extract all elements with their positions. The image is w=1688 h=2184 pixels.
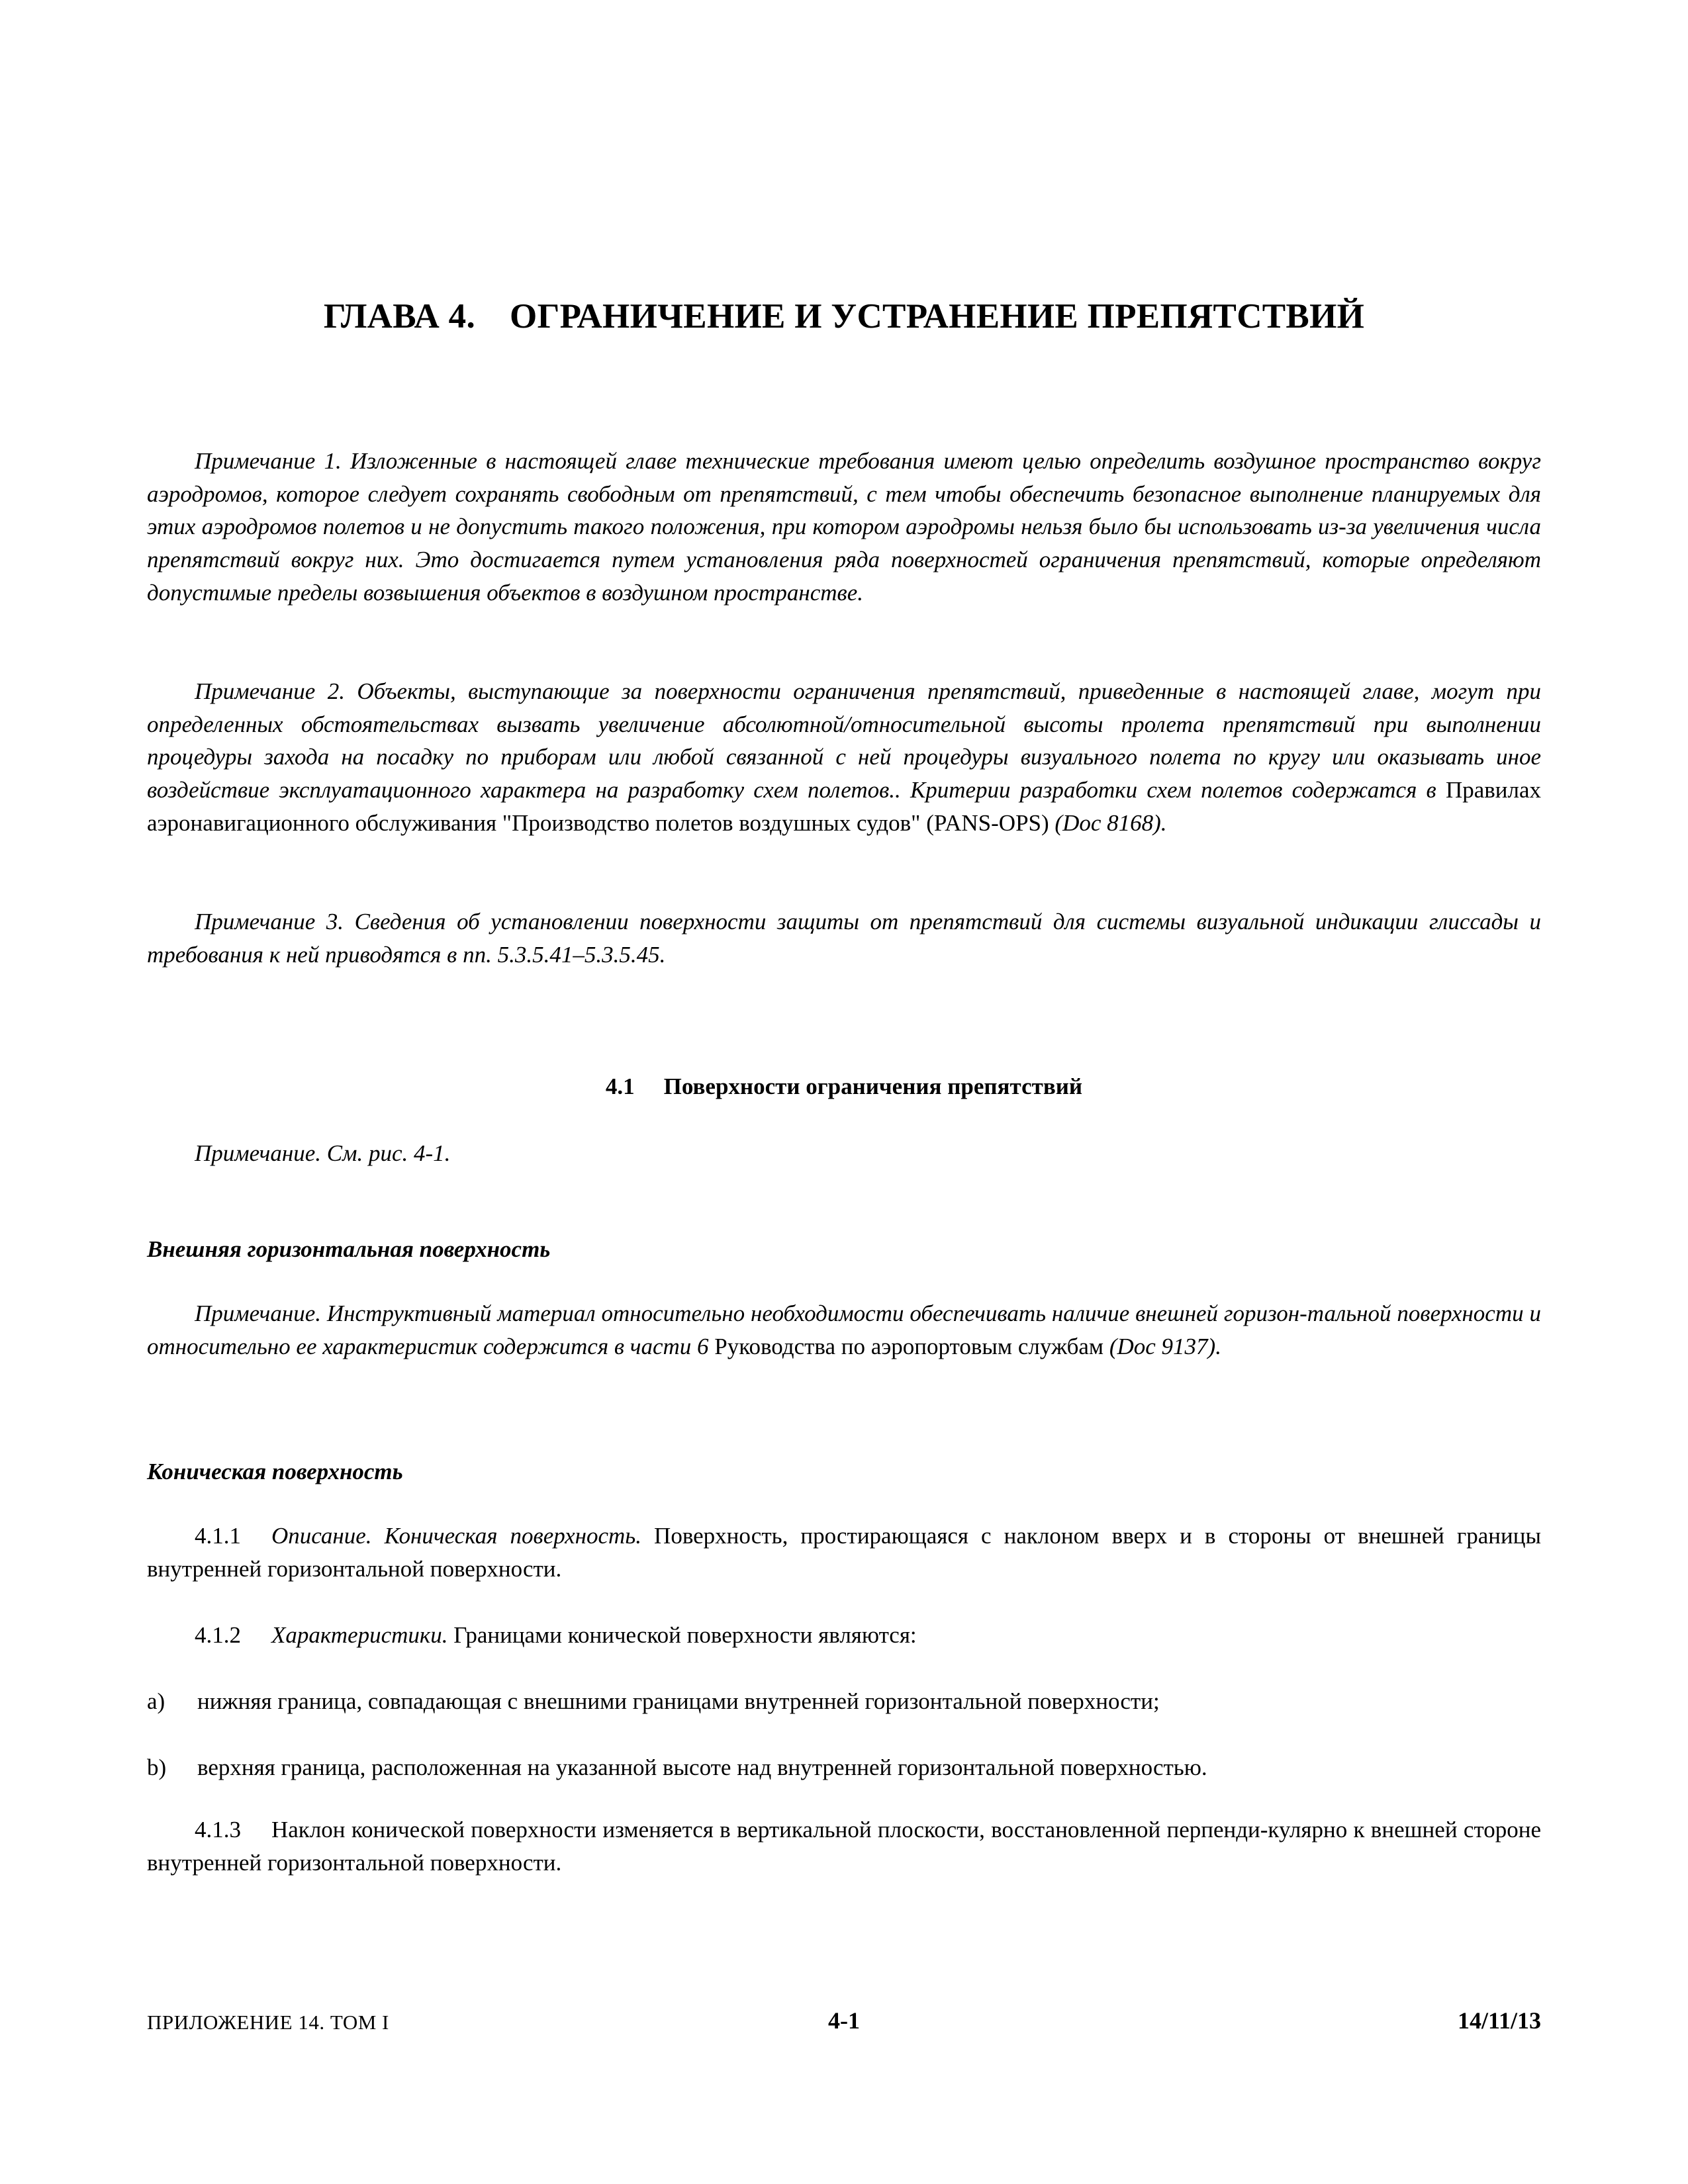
- note-2-text: Примечание 2. Объекты, выступающие за поверхности ограничения препятствий, приведенные в настоящей главе, могут при определенных обстоятельствах вызвать увеличение абсолютной/относительной высоты пролета препятствий при выполнении процедуры захода на посадку по приборам или любой связанной с ней процедуры визуального полета по кругу или оказывать иное воздействие эксплуатационного характера на разработку схем полетов.. Критерии разработки схем полетов содержатся в: [147, 678, 1541, 803]
- list-marker: b): [147, 1754, 167, 1780]
- paragraph-number: 4.1.1: [195, 1523, 241, 1549]
- list-item-text: нижняя граница, совпадающая с внешними границами внутренней горизонтальной поверхности;: [197, 1688, 1160, 1714]
- note-1: [147, 445, 1541, 610]
- list-item-text: верхняя граница, расположенная на указанной высоте над внутренней горизонтальной поверхностью.: [197, 1754, 1207, 1780]
- note-1-text: Примечание 1. Изложенные в настоящей главе технические требования имеют целью определить воздушное пространство вокруг аэродромов, которое следует сохранять свободным от препятствий, с тем чтобы обеспечить безопасное выполнение планируемых для этих аэродромов полетов и не допустить такого положения, при котором аэродромы нельзя было бы использовать из-за увеличения числа препятствий вокруг них. Это достигается путем установления ряда поверхностей ограничения препятствий, которые определяют допустимые пределы возвышения объектов в воздушном пространстве.: [147, 448, 1541, 606]
- section-note: [147, 1137, 1541, 1170]
- footer-page-number: 4-1: [828, 2007, 860, 2034]
- footer-date: 14/11/13: [1457, 2007, 1541, 2034]
- chapter-title: [147, 296, 1541, 336]
- paragraph-text: Границами конической поверхности являются:: [453, 1622, 917, 1648]
- paragraph-number: 4.1.2: [195, 1622, 241, 1648]
- note-2-doc-ref: (Doc 8168).: [1055, 809, 1167, 836]
- conical-heading: Коническая поверхность: [147, 1459, 403, 1484]
- note-2-doc-title: Правилах аэронавигационного обслуживания "Производство полетов воздушных судов" (PANS-OPS): [147, 777, 1542, 836]
- section-heading: [147, 1073, 1541, 1100]
- footer-document: ПРИЛОЖЕНИЕ 14. ТОМ I: [147, 2011, 389, 2034]
- section-number: 4.1: [605, 1073, 635, 1099]
- note-3-text: Примечание 3. Сведения об установлении поверхности защиты от препятствий для системы визуальной индикации глиссады и требования к ней приводятся в пп. 5.3.5.41–5.3.5.45.: [147, 909, 1541, 968]
- paragraph-4-1-1: [147, 1520, 1541, 1585]
- outer-horizontal-note: [147, 1297, 1541, 1363]
- chapter-name: ОГРАНИЧЕНИЕ И УСТРАНЕНИЕ ПРЕПЯТСТВИЙ: [510, 297, 1365, 336]
- paragraph-label: Описание. Коническая поверхность.: [271, 1523, 641, 1549]
- paragraph-4-1-2: [147, 1619, 1541, 1652]
- note-3: [147, 905, 1541, 971]
- paragraph-text: Поверхность, простирающаяся с наклоном вверх и в стороны от внешней границы внутренней горизонтальной поверхности.: [147, 1523, 1541, 1582]
- list-item-a: [147, 1685, 1541, 1718]
- section-title: Поверхности ограничения препятствий: [663, 1073, 1083, 1099]
- chapter-number: ГЛАВА 4.: [323, 297, 476, 336]
- list-item-b: [147, 1751, 1541, 1784]
- paragraph-label: Характеристики.: [271, 1622, 448, 1648]
- outer-horizontal-doc-title: Руководства по аэропортовым службам: [714, 1333, 1104, 1359]
- outer-horizontal-note-text: Примечание. Инструктивный материал относительно необходимости обеспечивать наличие внешней горизон-тальной поверхности и относительно ее характеристик содержится в части 6: [147, 1300, 1541, 1359]
- paragraph-4-1-3: [147, 1813, 1541, 1879]
- paragraph-number: 4.1.3: [195, 1817, 241, 1843]
- outer-horizontal-heading: Внешняя горизонтальная поверхность: [147, 1236, 551, 1262]
- paragraph-text: Наклон конической поверхности изменяется в вертикальной плоскости, восстановленной перпенди-кулярно к внешней стороне внутренней горизонтальной поверхности.: [147, 1817, 1541, 1876]
- list-marker: a): [147, 1688, 165, 1714]
- outer-horizontal-doc-ref: (Doc 9137).: [1109, 1333, 1221, 1359]
- section-note-text: Примечание. См. рис. 4-1.: [195, 1140, 451, 1166]
- note-2: [147, 675, 1541, 840]
